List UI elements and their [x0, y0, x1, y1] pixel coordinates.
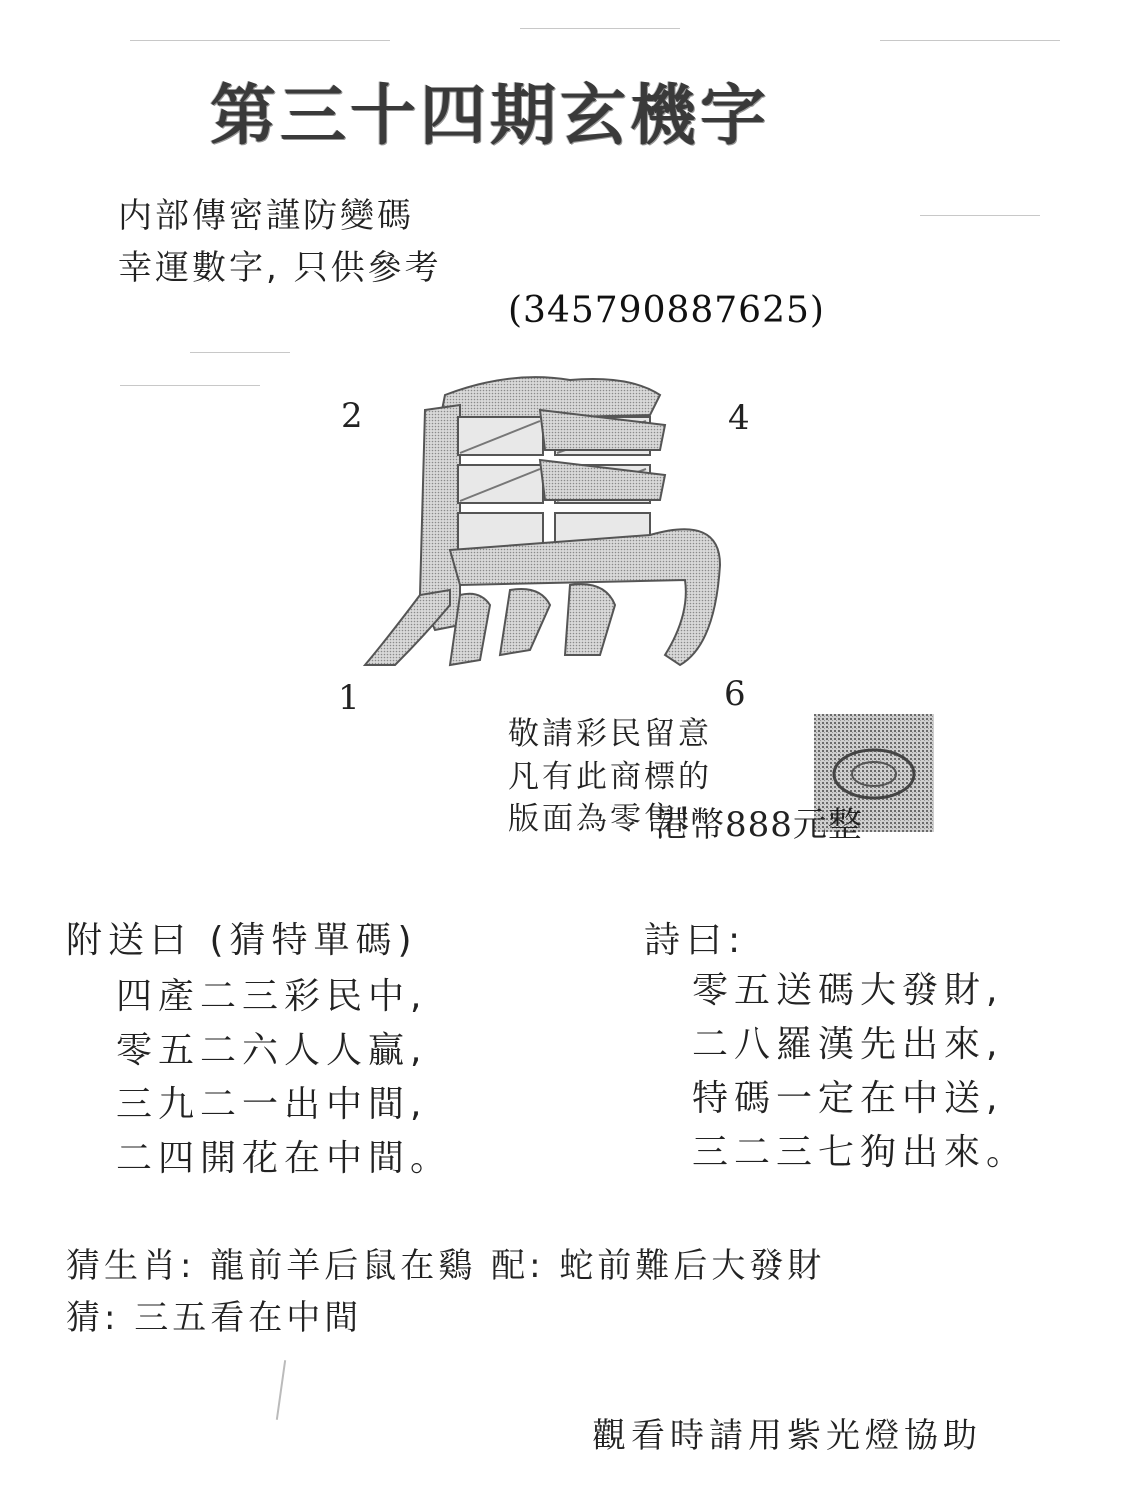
price-text: 港幣888元整	[655, 805, 863, 845]
notice-line-1: 敬請彩民留意	[508, 716, 712, 752]
lucky-code: (345790887625)	[508, 290, 825, 331]
intro-line-1: 内部傳密謹防變碼	[118, 196, 414, 236]
intro-line-2: 幸運數字, 只供參考	[118, 248, 442, 288]
scan-noise	[130, 40, 390, 41]
corner-number-top-right: 4	[728, 398, 750, 438]
zodiac-guess-line: 猜生肖: 龍前羊后鼠在鷄 配: 蛇前難后大發財	[66, 1246, 826, 1286]
left-poem-line: 三九二一出中間,	[116, 1084, 428, 1125]
notice-line-2: 凡有此商標的	[508, 759, 712, 795]
left-poem-line: 零五二六人人贏,	[116, 1030, 428, 1071]
scan-noise	[920, 215, 1040, 216]
scan-noise	[120, 385, 260, 386]
right-poem-line: 三二三七狗出來。	[692, 1132, 1029, 1173]
corner-number-top-left: 2	[341, 396, 363, 436]
scan-noise	[276, 1360, 286, 1420]
left-poem-line: 二四開花在中間。	[116, 1138, 453, 1179]
scan-noise	[190, 352, 290, 353]
notice-line-3: 版面為零售!	[508, 801, 694, 837]
page-title: 第三十四期玄機字	[210, 76, 770, 154]
corner-number-bottom-right: 6	[724, 674, 746, 714]
guess-line: 猜: 三五看在中間	[66, 1298, 363, 1338]
scan-noise	[880, 40, 1060, 41]
horse-character-icon	[350, 365, 750, 685]
scan-noise	[520, 28, 680, 29]
right-poem-line: 特碼一定在中送,	[692, 1078, 1004, 1119]
right-poem-heading: 詩曰:	[644, 920, 747, 961]
right-poem-line: 二八羅漢先出來,	[692, 1024, 1004, 1065]
left-poem-heading: 附送曰 (猜特單碼)	[66, 920, 418, 961]
right-poem-line: 零五送碼大發財,	[692, 970, 1004, 1011]
corner-number-bottom-left: 1	[338, 678, 360, 718]
left-poem-line: 四產二三彩民中,	[116, 976, 428, 1017]
footer-note: 觀看時請用紫光燈協助	[592, 1416, 982, 1456]
